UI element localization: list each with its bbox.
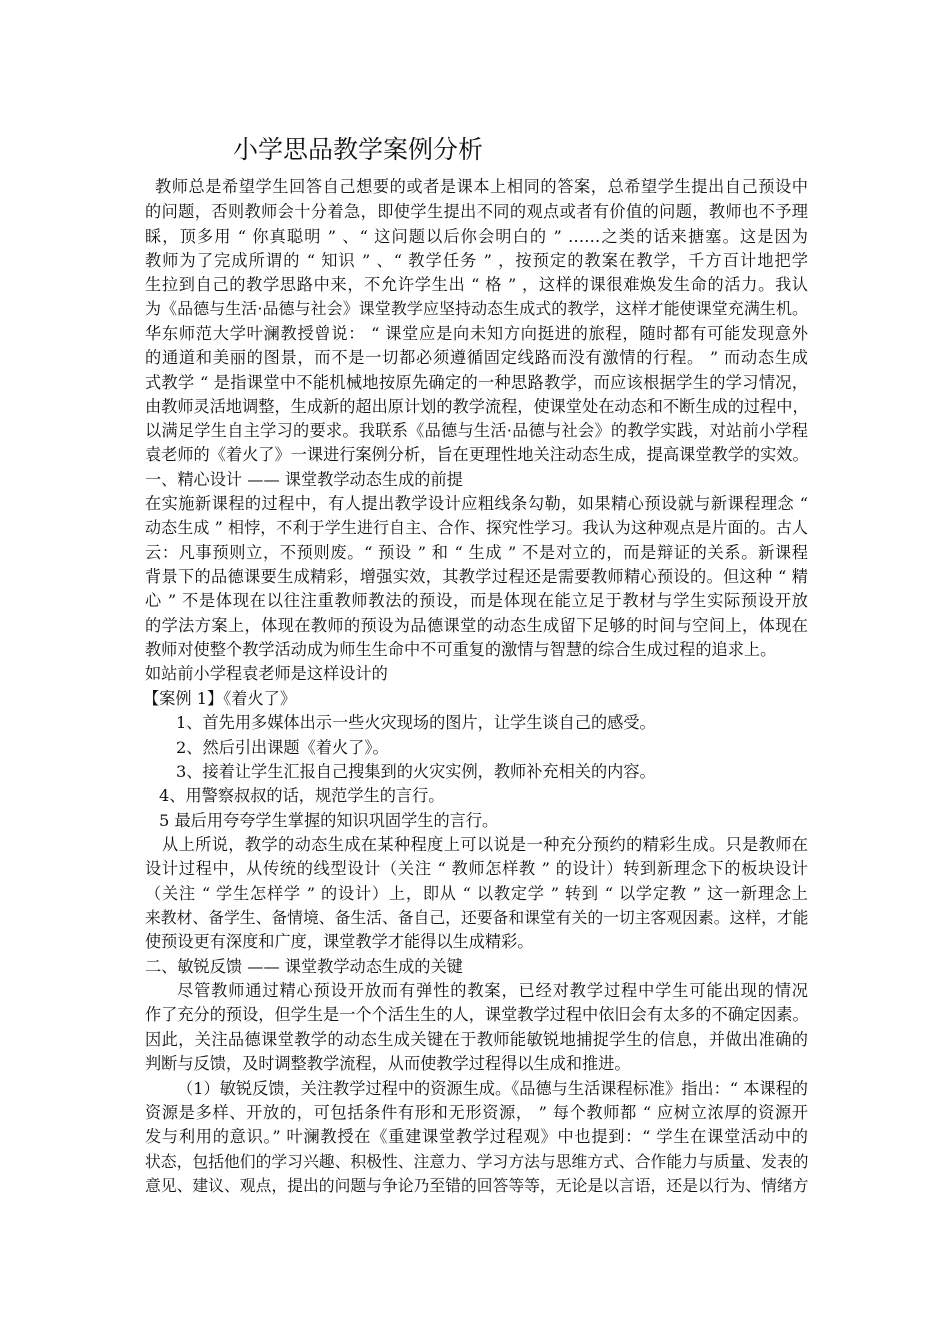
section-heading: 二、敏锐反馈 —— 课堂教学动态生成的关键: [145, 957, 463, 976]
paragraph-line: 袁老师的《着火了》一课进行案例分析，旨在更理性地关注动态生成，提高课堂教学的实效。: [145, 445, 809, 464]
paragraph-line: 云：凡事预则立，不预则废。“ 预设 ” 和 “ 生成 ” 不是对立的，而是辩证的关系。新课程: [145, 543, 808, 562]
paragraph-line: （关注 “ 学生怎样学 ” 的设计）上，即从 “ 以教定学 ” 转到 “ 以学定教 ” 这一新理念上: [145, 884, 808, 903]
paragraph-line: 尽管教师通过精心预设开放而有弹性的教案，已经对教学过程中学生可能出现的情况: [177, 981, 808, 1000]
paragraph-line: 状态，包括他们的学习兴趣、积极性、注意力、学习方法与思维方式、合作能力与质量、发表的: [145, 1152, 809, 1171]
paragraph-line: 作了充分的预设，但学生是一个个活生生的人，课堂教学过程中依旧会有太多的不确定因素。: [145, 1005, 809, 1024]
paragraph-line: 睬，顶多用 “ 你真聪明 ” 、“ 这问题以后你会明白的 ” ……之类的话来搪塞。这是因为: [145, 227, 808, 246]
paragraph-line: 以满足学生自主学习的要求。我联系《品德与生活·品德与社会》的教学实践，对站前小学程: [145, 421, 808, 440]
case-heading: 【案例 1】《着火了》: [143, 689, 297, 708]
paragraph-line: 的问题，否则教师会十分着急，即使学生提出不同的观点或者有价值的问题，教师也不予理: [145, 202, 808, 221]
paragraph-line: 的通道和美丽的图景，而不是一切都必须遵循固定线路而没有激情的行程。 ” 而动态生成: [145, 348, 808, 367]
paragraph-line: 的学法方案上，体现在教师的预设为品德课堂的动态生成留下足够的时间与空间上，体现在: [145, 616, 808, 635]
paragraph-line: 华东师范大学叶澜教授曾说： “ 课堂应是向未知方向挺进的旅程，随时都有可能发现意外: [145, 324, 808, 343]
paragraph-line: 教师对使整个教学活动成为师生生命中不可重复的激情与智慧的综合生成过程的追求上。: [145, 640, 777, 659]
paragraph-line: 因此，关注品德课堂教学的动态生成关键在于教师能敏锐地捕捉学生的信息，并做出准确的: [145, 1030, 808, 1049]
paragraph-line: 来教材、备学生、备情境、备生活、备自己，还要备和课堂有关的一切主客观因素。这样，才能: [145, 908, 809, 927]
paragraph-line: 动态生成 ” 相悖，不利于学生进行自主、合作、探究性学习。我认为这种观点是片面的。古人: [145, 518, 808, 537]
list-item: 1、首先用多媒体出示一些火灾现场的图片，让学生谈自己的感受。: [176, 713, 656, 732]
paragraph-line: 为《品德与生活·品德与社会》课堂教学应坚持动态生成式的教学，这样才能使课堂充满生机。: [145, 299, 808, 318]
paragraph-line: 意见、建议、观点，提出的问题与争论乃至错的回答等等，无论是以言语，还是以行为、情绪方: [145, 1176, 809, 1195]
paragraph-line: 背景下的品德课要生成精彩，增强实效，其教学过程还是需要教师精心预设的。但这种 “ 精: [145, 567, 808, 586]
paragraph-line: 判断与反馈，及时调整教学流程，从而使教学过程得以生成和推进。: [145, 1054, 631, 1073]
list-item: 5 最后用夸夸学生掌握的知识巩固学生的言行。: [159, 811, 499, 830]
paragraph-line: 由教师灵活地调整，生成新的超出原计划的教学流程，使课堂处在动态和不断生成的过程中，: [145, 397, 809, 416]
paragraph-line: 如站前小学程袁老师是这样设计的: [145, 664, 388, 683]
paragraph-line: 设计过程中，从传统的线型设计（关注 “ 教师怎样教 ” 的设计）转到新理念下的板块设计: [145, 859, 808, 878]
paragraph-line: 在实施新课程的过程中，有人提出教学设计应粗线条勾勒，如果精心预设就与新课程理念 “: [145, 494, 808, 513]
list-item: 4、用警察叔叔的话，规范学生的言行。: [159, 786, 445, 805]
paragraph-line: 生拉到自己的教学思路中来，不允许学生出 “ 格 ” ，这样的课很难焕发生命的活力。我认: [145, 275, 808, 294]
paragraph-line: 式教学 “ 是指课堂中不能机械地按原先确定的一种思路教学，而应该根据学生的学习情况，: [145, 373, 808, 392]
paragraph-line: 心 ” 不是体现在以往注重教师教法的预设，而是体现在能立足于教材与学生实际预设开放: [145, 591, 808, 610]
list-item: 3、接着让学生汇报自己搜集到的火灾实例，教师补充相关的内容。: [176, 762, 656, 781]
paragraph-line: 教师总是希望学生回答自己想要的或者是课本上相同的答案，总希望学生提出自己预设中: [155, 177, 808, 196]
document-title: 小学思品教学案例分析: [233, 135, 484, 164]
section-heading: 一、精心设计 —— 课堂教学动态生成的前提: [145, 470, 463, 489]
paragraph-line: 从上所说，教学的动态生成在某种程度上可以说是一种充分预约的精彩生成。只是教师在: [162, 835, 808, 854]
list-item: 2、然后引出课题《着火了》。: [176, 738, 389, 757]
paragraph-line: 发与利用的意识。” 叶澜教授在《重建课堂教学过程观》中也提到：“ 学生在课堂活动中的: [145, 1127, 808, 1146]
paragraph-line: 资源是多样、开放的，可包括条件有形和无形资源， ” 每个教师都 “ 应树立浓厚的资源开: [145, 1103, 808, 1122]
paragraph-line: （1）敏锐反馈，关注教学过程中的资源生成。《品德与生活课程标准》指出：“ 本课程的: [177, 1079, 808, 1098]
paragraph-line: 教师为了完成所谓的 “ 知识 ” 、“ 教学任务 ” ，按预定的教案在教学，千方百计地把学: [145, 251, 808, 270]
paragraph-line: 使预设更有深度和广度，课堂教学才能得以生成精彩。: [145, 932, 534, 951]
